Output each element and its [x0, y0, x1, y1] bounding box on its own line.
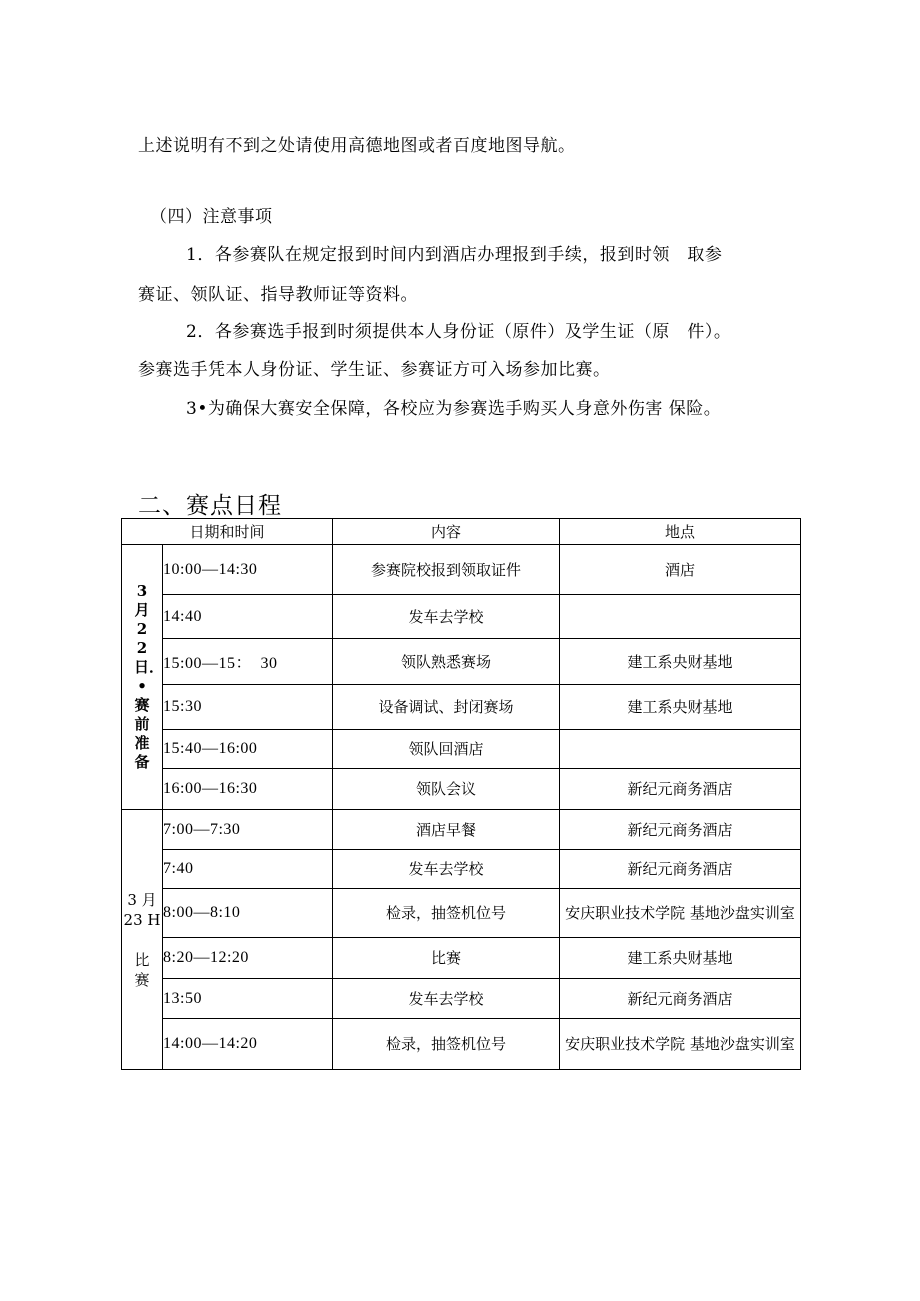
table-row	[122, 810, 801, 850]
table-header-row	[122, 519, 801, 545]
content-cell: 领队会议	[333, 769, 560, 810]
day2-label-line-1: 3 月	[127, 890, 157, 909]
time-cell: 8:20—12:20	[163, 938, 333, 979]
navigation-note: 上述说明有不到之处请使用高德地图或者百度地图导航。	[138, 136, 576, 156]
note-1-line-2: 赛证、领队证、指导教师证等资料。	[138, 285, 418, 305]
place-cell: 建工系央财基地	[560, 685, 801, 730]
place-cell: 酒店	[560, 545, 801, 595]
header-datetime: 日期和时间	[122, 519, 333, 545]
content-cell: 发车去学校	[333, 850, 560, 889]
time-cell: 15:30	[163, 685, 333, 730]
time-cell: 8:00—8:10	[163, 889, 333, 938]
table-row	[122, 685, 801, 730]
day2-label-line-4: 赛	[134, 970, 150, 989]
time-cell: 16:00—16:30	[163, 769, 333, 810]
table-row	[122, 639, 801, 685]
day1-label: 3月22日．•赛前准备	[134, 582, 165, 771]
table-row	[122, 769, 801, 810]
place-cell: 安庆职业技术学院 基地沙盘实训室	[560, 889, 801, 938]
day2-label	[122, 890, 162, 990]
note-2-line-1: 2．各参赛选手报到时须提供本人身份证（原件）及学生证（原 件）。	[186, 322, 732, 342]
day2-label-cell	[122, 810, 163, 1070]
day2-label-line-3: 比	[134, 950, 150, 969]
time-cell: 14:40	[163, 595, 333, 639]
note-2-line-2: 参赛选手凭本人身份证、学生证、参赛证方可入场参加比赛。	[138, 360, 611, 380]
table-row	[122, 595, 801, 639]
content-cell: 检录，抽签机位号	[333, 889, 560, 938]
section-title: 二、赛点日程	[138, 493, 282, 519]
time-cell: 13:50	[163, 979, 333, 1019]
content-cell: 酒店早餐	[333, 810, 560, 850]
note-1-line-1: 1．各参赛队在规定报到时间内到酒店办理报到手续，报到时领 取参	[186, 245, 723, 265]
content-cell: 领队回酒店	[333, 730, 560, 769]
table-row	[122, 1019, 801, 1070]
time-cell: 7:40	[163, 850, 333, 889]
table-row	[122, 850, 801, 889]
content-cell: 领队熟悉赛场	[333, 639, 560, 685]
note-3: 3•为确保大赛安全保障，各校应为参赛选手购买人身意外伤害 保险。	[186, 399, 722, 419]
content-cell: 发车去学校	[333, 979, 560, 1019]
time-cell: 15:40—16:00	[163, 730, 333, 769]
schedule-table	[121, 518, 801, 1070]
time-cell: 10:00—14:30	[163, 545, 333, 595]
day2-label-line-2: 23 H	[123, 910, 161, 929]
place-cell	[560, 730, 801, 769]
table-row	[122, 889, 801, 938]
table-row	[122, 938, 801, 979]
place-cell: 新纪元商务酒店	[560, 979, 801, 1019]
content-cell: 比赛	[333, 938, 560, 979]
place-cell: 新纪元商务酒店	[560, 850, 801, 889]
place-cell: 新纪元商务酒店	[560, 810, 801, 850]
time-cell: 7:00—7:30	[163, 810, 333, 850]
place-cell: 建工系央财基地	[560, 938, 801, 979]
place-cell: 建工系央财基地	[560, 639, 801, 685]
place-cell: 新纪元商务酒店	[560, 769, 801, 810]
content-cell: 设备调试、封闭赛场	[333, 685, 560, 730]
time-cell: 15:00—15： 30	[163, 639, 333, 685]
place-cell	[560, 595, 801, 639]
table-row	[122, 730, 801, 769]
table-row	[122, 979, 801, 1019]
time-cell: 14:00—14:20	[163, 1019, 333, 1070]
table-row	[122, 545, 801, 595]
day1-label-cell	[122, 545, 163, 810]
notes-heading: （四）注意事项	[150, 207, 273, 227]
place-cell: 安庆职业技术学院 基地沙盘实训室	[560, 1019, 801, 1070]
content-cell: 参赛院校报到领取证件	[333, 545, 560, 595]
content-cell: 检录，抽签机位号	[333, 1019, 560, 1070]
content-cell: 发车去学校	[333, 595, 560, 639]
header-content: 内容	[333, 519, 560, 545]
header-place: 地点	[560, 519, 801, 545]
